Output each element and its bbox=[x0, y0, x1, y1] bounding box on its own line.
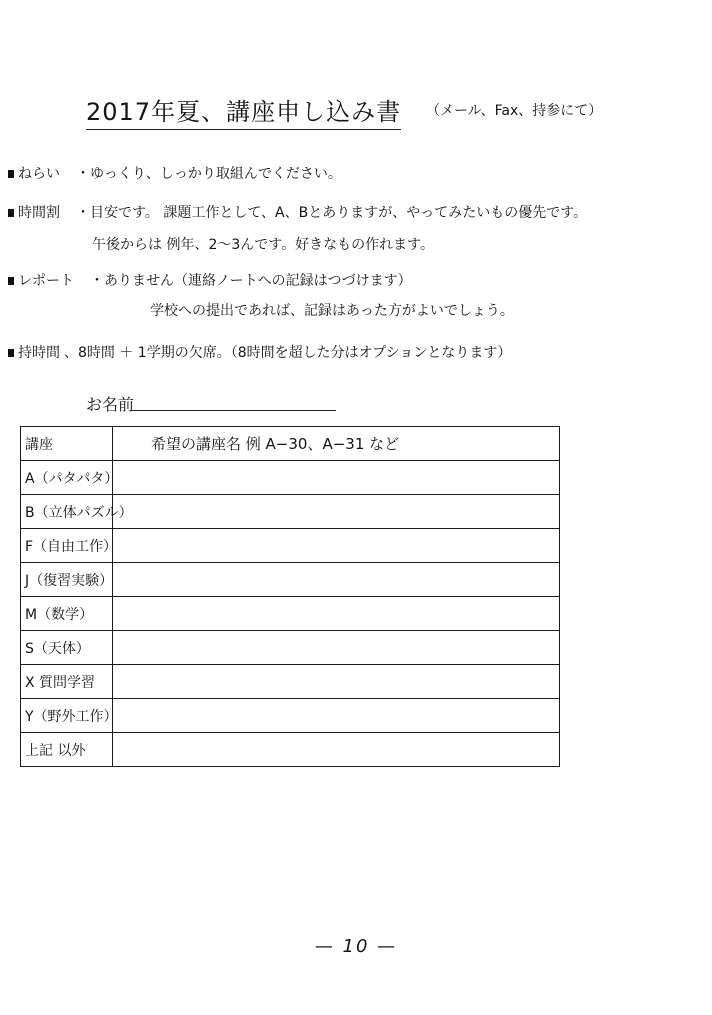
section-label: ねらい bbox=[18, 166, 60, 182]
section-label: 持時間 bbox=[18, 345, 60, 361]
course-entry-cell[interactable] bbox=[113, 733, 560, 767]
course-request-table bbox=[20, 426, 560, 767]
submission-methods-note: （メール、Fax、持参にて） bbox=[426, 103, 603, 119]
section-text: ・目安です。 課題工作として、A、Bとありますが、やってみたいもの優先です。 bbox=[76, 205, 588, 221]
name-write-line[interactable] bbox=[130, 410, 336, 411]
table-row bbox=[21, 665, 560, 699]
title-row bbox=[86, 92, 646, 132]
bullet-square-icon bbox=[8, 349, 14, 357]
table-row bbox=[21, 461, 560, 495]
course-label: S（天体） bbox=[21, 631, 113, 665]
course-label: F（自由工作） bbox=[21, 529, 113, 563]
header-course: 講座 bbox=[21, 427, 113, 461]
course-entry-cell[interactable] bbox=[113, 461, 560, 495]
section-text: ・ゆっくり、しっかり取組んでください。 bbox=[76, 166, 342, 182]
section-label: レポート bbox=[18, 273, 74, 289]
header-requested-course: 希望の講座名 例 A−30、A−31 など bbox=[113, 427, 560, 461]
course-entry-cell[interactable] bbox=[113, 699, 560, 733]
table-header-row bbox=[21, 427, 560, 461]
course-label: B（立体パズル） bbox=[21, 495, 113, 529]
table-row bbox=[21, 699, 560, 733]
section-text: 、8時間 ＋ 1学期の欠席。（8時間を超した分はオプションとなります） bbox=[64, 345, 512, 361]
course-label: M（数学） bbox=[21, 597, 113, 631]
course-label: 上記 以外 bbox=[21, 733, 113, 767]
document-title: 2017年夏、講座申し込み書 bbox=[86, 92, 401, 130]
section-aim bbox=[8, 163, 342, 183]
section-schedule bbox=[8, 202, 587, 222]
course-entry-cell[interactable] bbox=[113, 495, 560, 529]
section-hours bbox=[8, 342, 511, 362]
section-report bbox=[8, 270, 412, 290]
name-label: お名前 bbox=[86, 395, 135, 414]
table-row bbox=[21, 597, 560, 631]
section-label: 時間割 bbox=[18, 205, 60, 221]
course-label: Y（野外工作） bbox=[21, 699, 113, 733]
course-label: X 質問学習 bbox=[21, 665, 113, 699]
section-text: ・ありません（連絡ノートへの記録はつづけます） bbox=[90, 273, 412, 289]
page-number: — 10 — bbox=[314, 936, 398, 957]
table-row bbox=[21, 529, 560, 563]
table-row bbox=[21, 563, 560, 597]
bullet-square-icon bbox=[8, 170, 14, 178]
table-row bbox=[21, 495, 560, 529]
course-entry-cell[interactable] bbox=[113, 563, 560, 597]
course-entry-cell[interactable] bbox=[113, 597, 560, 631]
report-line-2: 学校への提出であれば、記録はあった方がよいでしょう。 bbox=[150, 303, 514, 319]
table-row bbox=[21, 733, 560, 767]
bullet-square-icon bbox=[8, 277, 14, 285]
bullet-square-icon bbox=[8, 209, 14, 217]
course-entry-cell[interactable] bbox=[113, 631, 560, 665]
course-entry-cell[interactable] bbox=[113, 665, 560, 699]
schedule-line-2: 午後からは 例年、2〜3んです。好きなもの作れます。 bbox=[92, 237, 435, 253]
table-row bbox=[21, 631, 560, 665]
course-entry-cell[interactable] bbox=[113, 529, 560, 563]
course-label: J（復習実験） bbox=[21, 563, 113, 597]
course-label: A（パタパタ） bbox=[21, 461, 113, 495]
